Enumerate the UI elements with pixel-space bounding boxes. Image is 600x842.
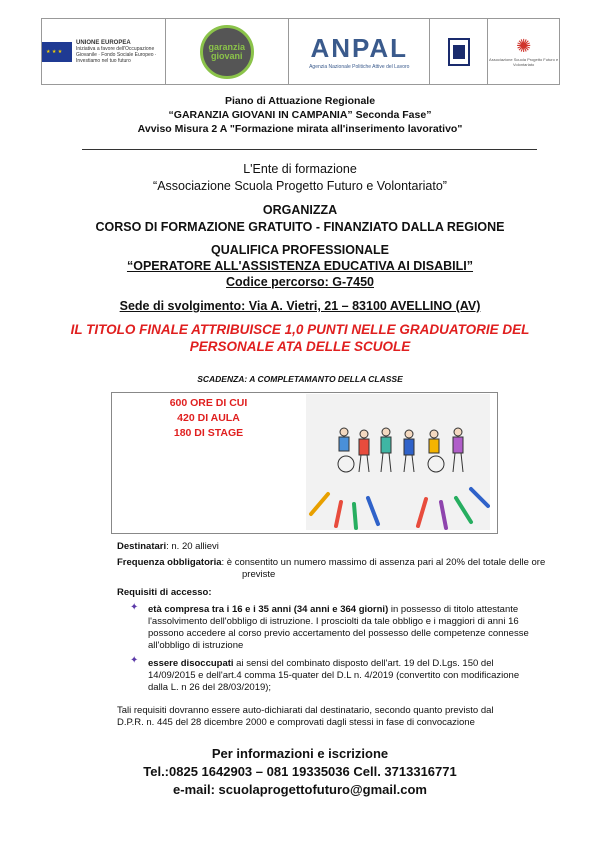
associazione-subtitle: Associazione Scuola Progetto Futuro e Volontariato bbox=[489, 57, 559, 67]
ente-line-1: L'Ente di formazione bbox=[243, 162, 357, 176]
frequenza bbox=[117, 557, 545, 568]
anpal-subtitle: Agenzia Nazionale Politiche Attive del Lavoro bbox=[309, 64, 410, 70]
requisito-2-line-3: dalla L. n 26 del 28/03/2019); bbox=[148, 682, 272, 693]
frequenza-value-2: previste bbox=[242, 569, 276, 580]
requisiti-label: Requisiti di accesso: bbox=[117, 587, 212, 598]
organizza: ORGANIZZA bbox=[262, 203, 338, 217]
bullet-arrow-icon: ✦ bbox=[130, 655, 139, 666]
requisito-1-line-1: età compresa tra i 16 e i 35 anni (34 anni e 364 giorni) in possesso di titolo attestante bbox=[148, 604, 519, 615]
requisito-1-bold: età compresa tra i 16 e i 35 anni (34 anni e 364 giorni) bbox=[148, 604, 389, 615]
regione-shield-icon bbox=[448, 38, 470, 66]
destinatari bbox=[117, 541, 219, 552]
anpal-name: ANPAL bbox=[310, 33, 409, 63]
frequenza-value: : è consentito un numero massimo di assenza pari al 20% del totale delle ore bbox=[221, 557, 546, 568]
note-line-2: D.P.R. n. 445 del 28 dicembre 2000 e comprovati dagli stessi in fase di convocazione bbox=[117, 717, 475, 728]
header-line-1: Piano di Attuazione Regionale bbox=[224, 95, 376, 107]
associazione-mark-icon: ✺ bbox=[516, 36, 532, 56]
garanzia-giovani-logo bbox=[166, 19, 290, 84]
note-line-1: Tali requisiti dovranno essere auto-dichiarati dal destinatario, secondo quanto previsto dal bbox=[117, 705, 494, 716]
highlight-line-2: PERSONALE ATA DELLE SCUOLE bbox=[189, 339, 411, 354]
requisito-2-line-2: 14/09/2015 e dell'art.4 comma 15-quater del D.L n. 4/2019 (convertito con modificazione bbox=[148, 670, 520, 681]
destinatari-value: : n. 20 allievi bbox=[166, 541, 219, 552]
header-line-2: “GARANZIA GIOVANI IN CAMPANIA” Seconda Fase” bbox=[168, 109, 432, 121]
highlight-line-1: IL TITOLO FINALE ATTRIBUISCE 1,0 PUNTI NELLE GRADUATORIE DEL bbox=[70, 322, 530, 337]
requisito-2-line-1: essere disoccupati ai sensi del combinato disposto dell'art. 19 del D.Lgs. 150 del bbox=[148, 658, 494, 669]
corso-title: CORSO DI FORMAZIONE GRATUITO - FINANZIATO DALLA REGIONE bbox=[95, 220, 505, 234]
sede: Sede di svolgimento: Via A. Vietri, 21 – 83100 AVELLINO (AV) bbox=[119, 299, 481, 313]
frequenza-label: Frequenza obbligatoria bbox=[117, 557, 222, 568]
hours-list bbox=[111, 396, 306, 441]
logo-bar bbox=[41, 18, 560, 85]
anpal-logo bbox=[289, 19, 430, 84]
paper-people-image bbox=[306, 394, 490, 530]
regione-logo bbox=[430, 19, 488, 84]
eu-flag-icon bbox=[42, 42, 72, 62]
requisito-1-line-3: possono accedere al corso previo accertamento del possesso delle competenze connesse bbox=[148, 628, 529, 639]
hours-aula: 420 DI AULA bbox=[177, 412, 240, 424]
eu-title: UNIONE EUROPEA bbox=[76, 39, 131, 46]
divider bbox=[82, 149, 537, 150]
contacts-email[interactable]: e-mail: scuolaprogettofuturo@gmail.com bbox=[173, 782, 427, 797]
destinatari-label: Destinatari bbox=[117, 541, 167, 552]
hours-stage: 180 DI STAGE bbox=[173, 427, 244, 439]
contacts-tel: Tel.:0825 1642903 – 081 19335036 Cell. 3713316771 bbox=[143, 764, 457, 779]
paper-people-pencils-illustration bbox=[306, 394, 490, 530]
garanzia-giovani-icon: garanzia giovani bbox=[200, 25, 254, 79]
eu-logo bbox=[42, 19, 166, 84]
bullet-arrow-icon: ✦ bbox=[130, 602, 139, 613]
header-line-3: Avviso Misura 2 A "Formazione mirata all'inserimento lavorativo" bbox=[137, 123, 463, 135]
contacts-title: Per informazioni e iscrizione bbox=[211, 746, 389, 761]
operatore-title: “OPERATORE ALL'ASSISTENZA EDUCATIVA AI DISABILI” bbox=[126, 259, 474, 273]
scadenza: SCADENZA: A COMPLETAMANTO DELLA CLASSE bbox=[197, 374, 403, 384]
eu-text: Iniziativa a favore dell'Occupazione Giovanile · Fondo Sociale Europeo · Investiamo nel tuo futuro bbox=[76, 45, 157, 64]
codice-percorso: Codice percorso: G-7450 bbox=[226, 275, 374, 289]
requisito-1-line-4: all'obbligo di istruzione bbox=[148, 640, 244, 651]
qualifica: QUALIFICA PROFESSIONALE bbox=[210, 243, 389, 257]
ente-line-2: “Associazione Scuola Progetto Futuro e Volontariato” bbox=[153, 179, 447, 193]
requisito-1-line-2: l'assolvimento dell'obbligo di istruzione. I prosciolti da tale obbligo e i maggiori di anni 16 bbox=[148, 616, 519, 627]
hours-total: 600 ORE DI CUI bbox=[169, 397, 248, 409]
associazione-logo bbox=[488, 19, 559, 84]
requisito-2-bold: essere disoccupati bbox=[148, 658, 234, 669]
